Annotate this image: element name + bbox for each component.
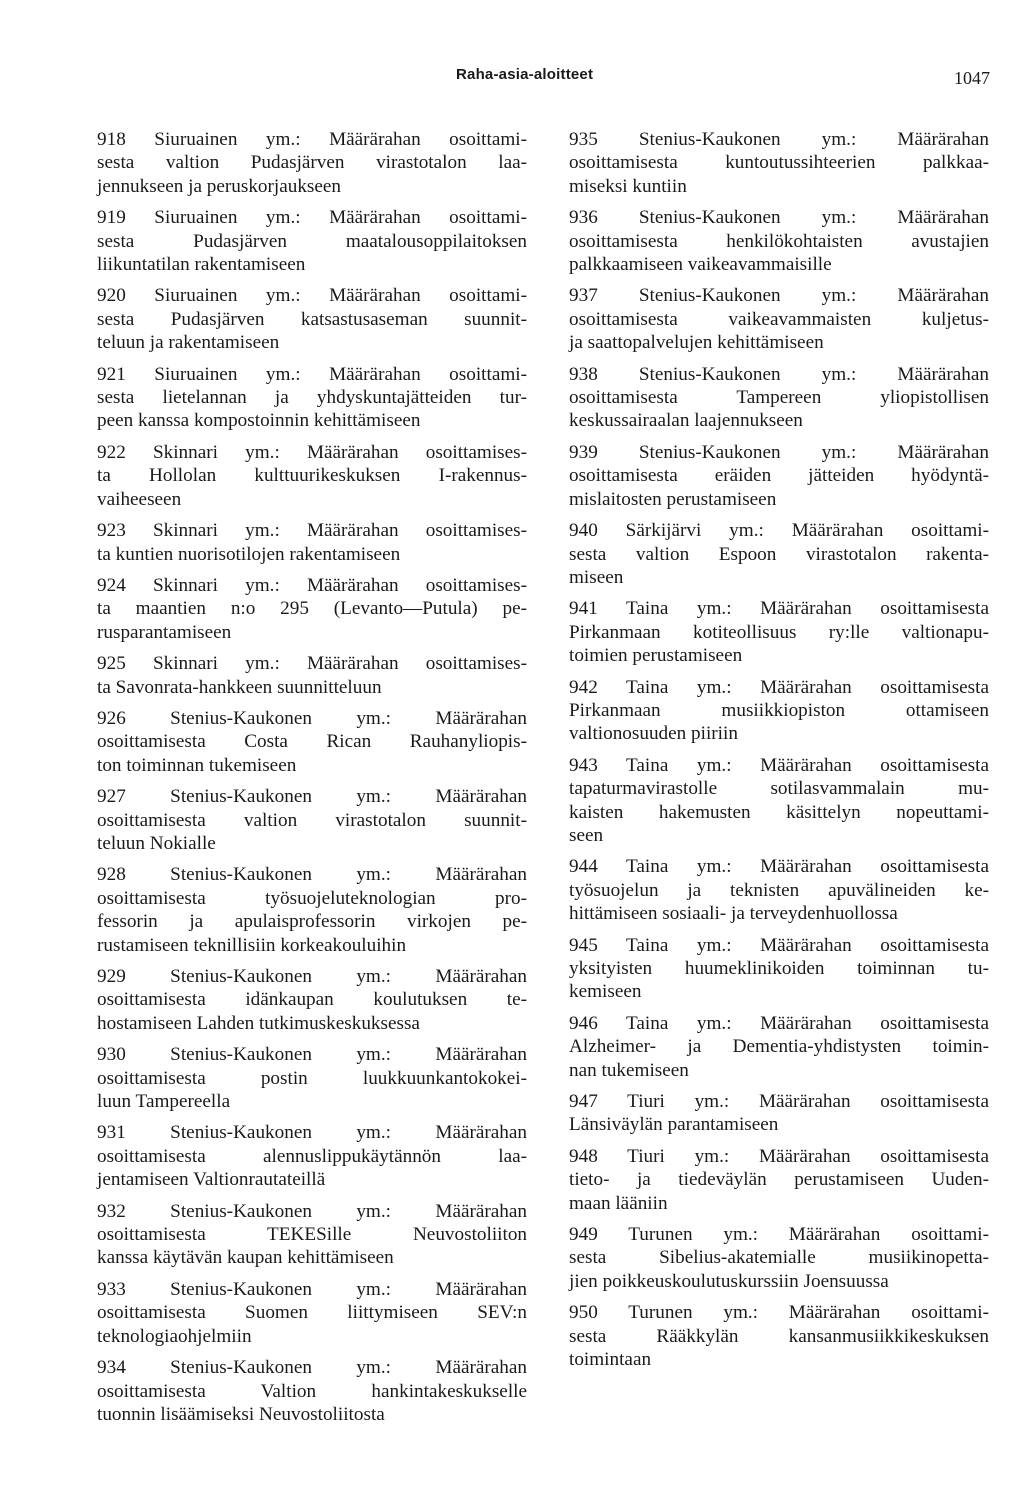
motion-entry [97, 441, 527, 511]
entry-line: 941 Taina ym.: Määrärahan osoittamisesta [569, 598, 989, 620]
entry-line: kaisten hakemusten käsittelyn nopeuttami- [569, 801, 989, 823]
entry-line: palkkaamiseen vaikeavammaisille [569, 254, 832, 276]
entry-line: 942 Taina ym.: Määrärahan osoittamisesta [569, 676, 989, 698]
entry-line: tapaturmavirastolle sotilasvammalain mu- [569, 778, 989, 800]
entry-line: osoittamisesta valtion virastotalon suunnit- [97, 809, 527, 831]
entry-line: 920 Siuruainen ym.: Määrärahan osoittami- [97, 285, 527, 307]
entry-line: 949 Turunen ym.: Määrärahan osoittami- [569, 1224, 989, 1246]
entry-line: osoittamisesta vaikeavammaisten kuljetus- [569, 308, 989, 330]
entry-line: nan tukemiseen [569, 1059, 689, 1081]
entry-line: sesta Pudasjärven katsastusaseman suunnit- [97, 308, 527, 330]
entry-line: sesta valtion Espoon virastotalon rakenta- [569, 543, 989, 565]
entry-line: 928 Stenius-Kaukonen ym.: Määrärahan [97, 864, 527, 886]
entry-line: sesta Sibelius-akatemialle musiikinopetta- [569, 1247, 989, 1269]
entry-line: miseksi kuntiin [569, 175, 687, 197]
entry-line: 919 Siuruainen ym.: Määrärahan osoittami- [97, 207, 527, 229]
entry-line: 931 Stenius-Kaukonen ym.: Määrärahan [97, 1122, 527, 1144]
entry-line: jennukseen ja peruskorjaukseen [97, 175, 342, 197]
entry-line: teknologiaohjelmiin [97, 1325, 252, 1347]
entry-line: toimintaan [569, 1349, 652, 1371]
motion-entry [569, 284, 989, 354]
entry-line: 935 Stenius-Kaukonen ym.: Määrärahan [569, 129, 989, 150]
entry-line: 943 Taina ym.: Määrärahan osoittamisesta [569, 754, 989, 776]
entry-line: 932 Stenius-Kaukonen ym.: Määrärahan [97, 1200, 527, 1222]
entry-line: Pirkanmaan musiikkiopiston ottamiseen [569, 699, 989, 721]
entry-line: keskussairaalan laajennukseen [569, 410, 803, 432]
entry-line: hittämiseen sosiaali- ja terveydenhuollossa [569, 903, 898, 925]
entry-line: ta Hollolan kulttuurikeskuksen I-rakennus- [97, 465, 527, 487]
entry-line: 936 Stenius-Kaukonen ym.: Määrärahan [569, 207, 989, 229]
entry-line: tuonnin lisäämiseksi Neuvostoliitosta [97, 1403, 385, 1425]
entry-line: sesta lietelannan ja yhdyskuntajätteiden tur- [97, 387, 527, 409]
entry-line: peen kanssa kompostoinnin kehittämiseen [97, 410, 421, 432]
entry-line: tieto- ja tiedeväylän perustamiseen Uuden- [569, 1169, 989, 1191]
entry-line: luun Tampereella [97, 1091, 231, 1113]
entry-line: teluun Nokialle [97, 832, 216, 854]
entry-line: osoittamisesta alennuslippukäytännön laa- [97, 1145, 527, 1167]
entry-line: sesta valtion Pudasjärven virastotalon laa- [97, 152, 527, 174]
entry-line: seen [569, 824, 604, 846]
entry-line: kanssa käytävän kaupan kehittämiseen [97, 1247, 394, 1269]
motion-entry [569, 128, 989, 198]
motion-entry [97, 707, 527, 777]
entry-line: osoittamisesta työsuojeluteknologian pro- [97, 887, 527, 909]
entry-line: rustamiseen teknillisiin korkeakouluihin [97, 934, 407, 956]
entry-line: ton toiminnan tukemiseen [97, 754, 297, 776]
entry-line: 934 Stenius-Kaukonen ym.: Määrärahan [97, 1357, 527, 1379]
motion-entry [97, 785, 527, 855]
motion-entry [569, 363, 989, 433]
entry-line: 927 Stenius-Kaukonen ym.: Määrärahan [97, 786, 527, 808]
motion-entry [97, 863, 527, 957]
motion-entry [569, 1090, 989, 1137]
entry-line: osoittamisesta Valtion hankintakeskukselle [97, 1380, 527, 1402]
motion-entry [97, 363, 527, 433]
entry-line: Alzheimer- ja Dementia-yhdistysten toimin- [569, 1036, 989, 1058]
entry-line: fessorin ja apulaisprofessorin virkojen pe- [97, 911, 527, 933]
entry-line: osoittamisesta kuntoutussihteerien palkkaa- [569, 152, 989, 174]
entry-line: 924 Skinnari ym.: Määrärahan osoittamises- [97, 574, 527, 596]
entry-line: 929 Stenius-Kaukonen ym.: Määrärahan [97, 966, 527, 987]
entry-line: 933 Stenius-Kaukonen ym.: Määrärahan [97, 1278, 527, 1300]
motion-entry [97, 574, 527, 644]
entry-line: 950 Turunen ym.: Määrärahan osoittami- [569, 1302, 989, 1324]
entry-line: 926 Stenius-Kaukonen ym.: Määrärahan [97, 707, 527, 729]
entry-line: Pirkanmaan kotiteollisuus ry:lle valtionapu- [569, 621, 989, 643]
entry-line: jentamiseen Valtionrautateillä [97, 1169, 326, 1191]
entry-line: teluun ja rakentamiseen [97, 332, 280, 354]
entry-line: osoittamisesta idänkaupan koulutuksen te- [97, 989, 527, 1011]
entry-line: 923 Skinnari ym.: Määrärahan osoittamises- [97, 520, 527, 542]
entry-line: 925 Skinnari ym.: Määrärahan osoittamises- [97, 653, 527, 675]
entry-line: 940 Särkijärvi ym.: Määrärahan osoittami- [569, 520, 989, 542]
entry-line: ja saattopalvelujen kehittämiseen [569, 332, 824, 354]
motion-entry [569, 676, 989, 746]
motion-entry [97, 1121, 527, 1191]
motion-entry [569, 441, 989, 511]
motion-entry [97, 284, 527, 354]
entry-line: 938 Stenius-Kaukonen ym.: Määrärahan [569, 363, 989, 385]
motion-entry [97, 1356, 527, 1426]
motion-entry [569, 1223, 989, 1293]
entry-line: osoittamisesta Suomen liittymiseen SEV:n [97, 1302, 527, 1324]
motion-entry [569, 855, 989, 925]
entry-line: vaiheeseen [97, 488, 182, 510]
entry-line: 947 Tiuri ym.: Määrärahan osoittamisesta [569, 1091, 989, 1113]
entry-line: osoittamisesta Costa Rican Rauhanyliopis- [97, 731, 527, 753]
entry-line: kemiseen [569, 981, 642, 1003]
right-column [569, 128, 989, 1380]
entry-line: hostamiseen Lahden tutkimuskeskuksessa [97, 1012, 420, 1034]
motion-entry [97, 1278, 527, 1348]
entry-line: 945 Taina ym.: Määrärahan osoittamisesta [569, 934, 989, 956]
page-title: Raha-asia-aloitteet [456, 66, 594, 83]
entry-line: jien poikkeuskoulutuskurssiin Joensuussa [569, 1270, 889, 1292]
entry-line: 921 Siuruainen ym.: Määrärahan osoittami- [97, 363, 527, 385]
entry-line: osoittamisesta postin luukkuunkantokokei- [97, 1067, 527, 1089]
entry-line: mislaitosten perustamiseen [569, 488, 777, 510]
motion-entry [569, 1301, 989, 1371]
entry-line: 944 Taina ym.: Määrärahan osoittamisesta [569, 856, 989, 878]
motion-entry [569, 754, 989, 848]
entry-line: miseen [569, 566, 624, 588]
entry-line: valtionosuuden piiriin [569, 723, 738, 745]
entry-line: sesta Rääkkylän kansanmusiikkikeskuksen [569, 1325, 989, 1347]
motion-entry [97, 1043, 527, 1113]
motion-entry [569, 519, 989, 589]
entry-line: 930 Stenius-Kaukonen ym.: Määrärahan [97, 1044, 527, 1066]
entry-line: työsuojelun ja teknisten apuvälineiden ke- [569, 879, 989, 901]
left-column [97, 128, 527, 1434]
motion-entry [97, 519, 527, 566]
entry-line: liikuntatilan rakentamiseen [97, 254, 306, 276]
entry-line: maan lääniin [569, 1192, 668, 1214]
entry-line: rusparantamiseen [97, 621, 232, 643]
entry-line: 939 Stenius-Kaukonen ym.: Määrärahan [569, 441, 989, 463]
entry-line: osoittamisesta Tampereen yliopistollisen [569, 387, 989, 409]
entry-line: 937 Stenius-Kaukonen ym.: Määrärahan [569, 285, 989, 307]
page-number: 1047 [954, 68, 990, 88]
entry-line: ta maantien n:o 295 (Levanto—Putula) pe- [97, 598, 527, 620]
motion-entry [97, 206, 527, 276]
entry-line: osoittamisesta eräiden jätteiden hyödyntä- [569, 465, 989, 487]
entry-line: osoittamisesta henkilökohtaisten avustajien [569, 230, 989, 252]
entry-line: ta kuntien nuorisotilojen rakentamiseen [97, 543, 401, 565]
motion-entry [97, 128, 527, 198]
motion-entry [569, 597, 989, 667]
motion-entry [97, 652, 527, 699]
entry-line: ta Savonrata-hankkeen suunnitteluun [97, 676, 382, 698]
entry-line: 922 Skinnari ym.: Määrärahan osoittamises- [97, 441, 527, 463]
motion-entry [569, 1012, 989, 1082]
entry-line: Länsiväylän parantamiseen [569, 1114, 779, 1136]
entry-line: yksityisten huumeklinikoiden toiminnan tu- [569, 958, 989, 979]
motion-entry [569, 206, 989, 276]
entry-line: 946 Taina ym.: Määrärahan osoittamisesta [569, 1012, 989, 1034]
motion-entry [97, 965, 527, 1035]
entry-line: 918 Siuruainen ym.: Määrärahan osoittami- [97, 129, 527, 150]
entry-line: toimien perustamiseen [569, 645, 743, 667]
entry-line: 948 Tiuri ym.: Määrärahan osoittamisesta [569, 1145, 989, 1167]
motion-entry [569, 934, 989, 1004]
motion-entry [569, 1145, 989, 1215]
entry-line: osoittamisesta TEKESille Neuvostoliiton [97, 1224, 527, 1246]
motion-entry [97, 1200, 527, 1270]
entry-line: sesta Pudasjärven maatalousoppilaitoksen [97, 230, 527, 252]
